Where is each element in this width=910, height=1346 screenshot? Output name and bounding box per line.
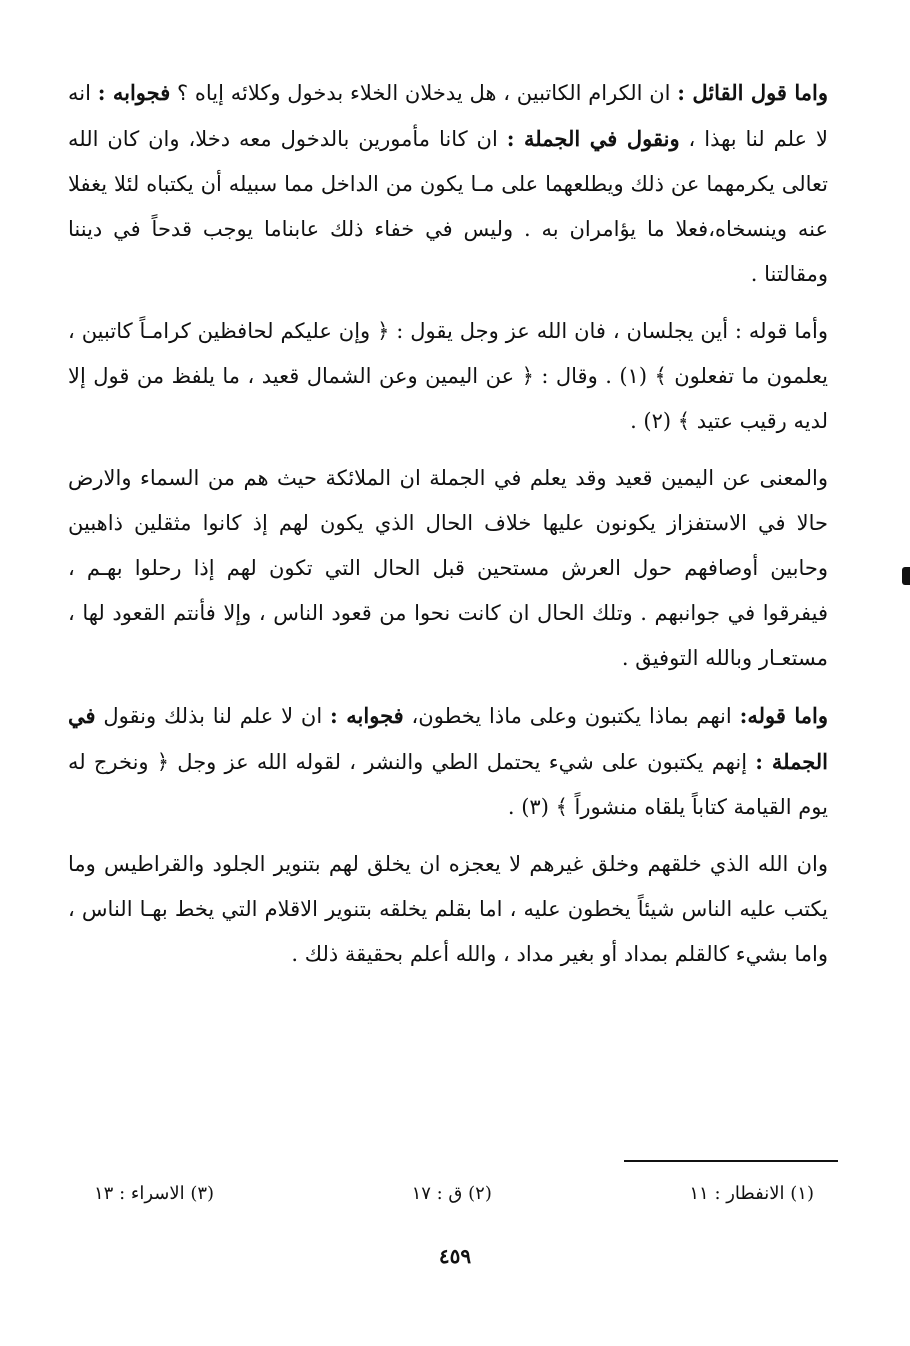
paragraph-1 (68, 70, 828, 297)
footnote-3: (٣) الاسراء : ١٣ (94, 1183, 215, 1204)
paragraph-5 (68, 842, 828, 977)
paragraph-1-lead-3: ونقول في الجملة : (506, 126, 680, 151)
footnotes (94, 1180, 814, 1208)
paragraph-3 (68, 456, 828, 681)
paragraph-1-text: ان الكرام الكاتبين ، هل يدخلان الخلاء بدخول وكلائه إياه ؟ (170, 81, 678, 105)
paragraph-1-text-2: انه لا علم لنا بهذا ، (68, 81, 828, 151)
paragraph-2-text: وأما قوله : أين يجلسان ، فان الله عز وجل يقول : ﴿ وإن عليكم لحافظين كرامـاً كاتبين ، يعلمون ما تفعلون ﴾ (١) . وقال : ﴿ عن اليمين وعن الشمال قعيد ، ما يلفظ من قول إلا لديه رقيب عتيد ﴾ (٢) . (68, 319, 828, 433)
paragraph-1-lead: واما قول القائل : (677, 80, 828, 105)
paragraph-1-text-3: ان كانا مأمورين بالدخول معه دخلا، وان كان الله تعالى يكرمهما عن ذلك ويطلعهما على مـا يكون من الداخل مما سبيله أن يكتباه لئلا يغفلا عنه وينسخاه،فعلا ما يؤامران به . وليس في خفاء ذلك عابناما يوجب قدحاً في ديننا ومقالتنا . (68, 127, 828, 286)
paragraph-5-text: وان الله الذي خلقهم وخلق غيرهم لا يعجزه ان يخلق لهم بتنوير الجلود والقراطيس وما يكتب عليه الناس شيئاً يخطون عليه ، اما بقلم يخلقه بتنوير الاقلام التي يخط بهـا الناس ، واما بشيء كالقلم بمداد أو بغير مداد ، والله أعلم بحقيقة ذلك . (68, 852, 828, 966)
page-body (68, 70, 828, 977)
paragraph-4-text-3: إنهم يكتبون على شيء يحتمل الطي والنشر ، لقوله الله عز وجل ﴿ ونخرج له يوم القيامة كتاباً يلقاه منشوراً ﴾ (٣) . (68, 750, 828, 819)
paragraph-4-lead-2: فجوابه : (330, 703, 404, 728)
paragraph-1-lead-2: فجوابه : (97, 80, 171, 105)
paragraph-2 (68, 309, 828, 444)
footnote-divider (624, 1160, 838, 1162)
paragraph-3-text: والمعنى عن اليمين قعيد وقد يعلم في الجملة ان الملائكة حيث هم من السماء والارض حالا في الاستفزاز يكونون عليها خلاف الحال الذي يكون لهم إذ كانوا مثقلين ذاهبين وحابين أوصافهم حول العرش مستحين قبل الحال التي تكون لهم إذا رحلوا بهـم ، فيفرقوا في جوانبهم . وتلك الحال ان كانت نحوا من قعود الناس ، وإلا فأنتم القعود لها ، مستعـار وبالله التوفيق . (68, 466, 828, 670)
page-number: ٤٥٩ (438, 1244, 472, 1268)
paragraph-4 (68, 693, 828, 830)
paragraph-4-lead-3: في الجملة : (68, 703, 829, 774)
footnote-1: (١) الانفطار : ١١ (689, 1183, 814, 1204)
paragraph-4-lead: واما قوله: (739, 703, 829, 728)
paragraph-4-text-2: ان لا علم لنا بذلك ونقول (95, 704, 331, 728)
paragraph-4-text: انهم بماذا يكتبون وعلى ماذا يخطون، (403, 704, 740, 728)
scan-edge-mark (902, 567, 910, 585)
footnote-2: (٢) ق : ١٧ (411, 1183, 492, 1204)
